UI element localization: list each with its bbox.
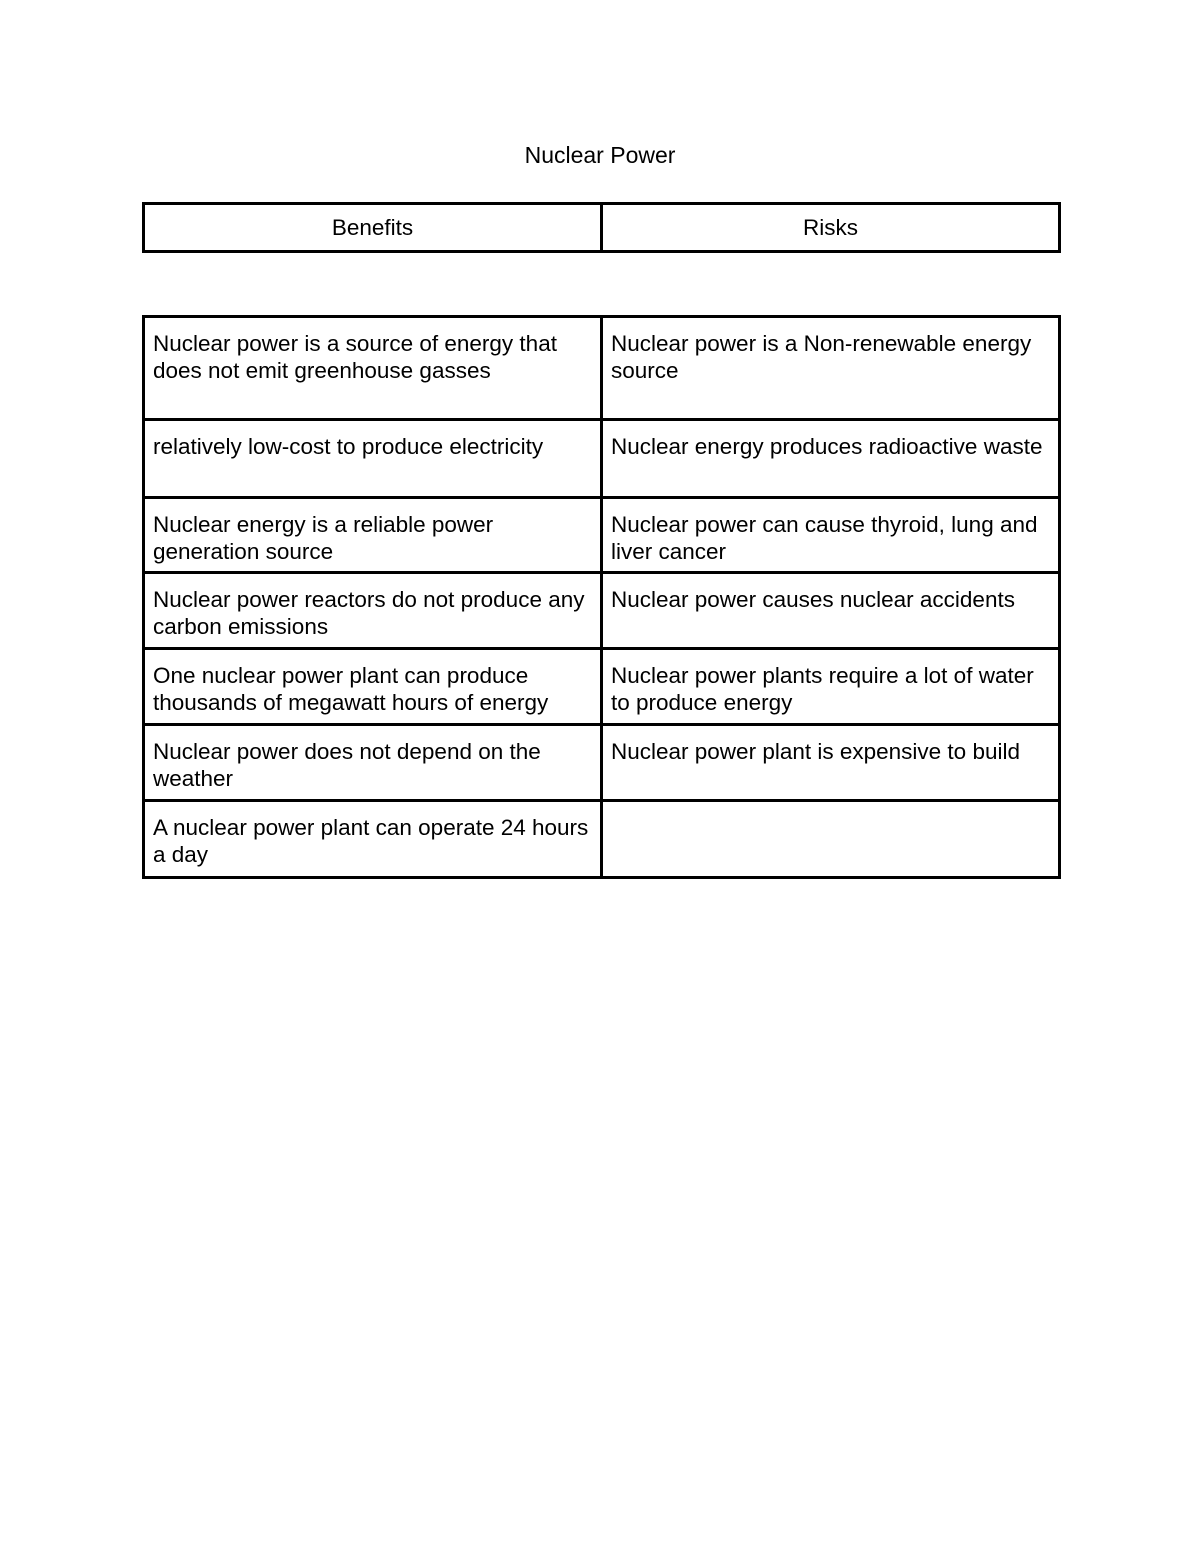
benefit-cell: One nuclear power plant can produce thousands of megawatt hours of energy: [144, 649, 602, 725]
risk-cell: Nuclear power can cause thyroid, lung and liver cancer: [602, 498, 1060, 573]
table-row: [144, 725, 1060, 801]
header-table: [142, 202, 1061, 253]
risk-cell: Nuclear energy produces radioactive waste: [602, 420, 1060, 498]
page-title: Nuclear Power: [524, 142, 676, 168]
risk-cell: [602, 801, 1060, 878]
benefit-cell: Nuclear power is a source of energy that does not emit greenhouse gasses: [144, 317, 602, 420]
benefit-cell: Nuclear power reactors do not produce any carbon emissions: [144, 573, 602, 649]
risk-cell: Nuclear power plants require a lot of water to produce energy: [602, 649, 1060, 725]
benefits-header: Benefits: [144, 204, 602, 252]
table-row: [144, 801, 1060, 878]
risks-header: Risks: [602, 204, 1060, 252]
benefits-risks-table: [142, 315, 1061, 879]
table-row: [144, 420, 1060, 498]
table-row: [144, 498, 1060, 573]
header-row: [144, 204, 1060, 252]
risk-cell: Nuclear power is a Non-renewable energy source: [602, 317, 1060, 420]
benefit-cell: Nuclear power does not depend on the weather: [144, 725, 602, 801]
benefit-cell: Nuclear energy is a reliable power generation source: [144, 498, 602, 573]
table-row: [144, 317, 1060, 420]
table-row: [144, 573, 1060, 649]
risk-cell: Nuclear power plant is expensive to build: [602, 725, 1060, 801]
table-row: [144, 649, 1060, 725]
benefit-cell: relatively low-cost to produce electricity: [144, 420, 602, 498]
risk-cell: Nuclear power causes nuclear accidents: [602, 573, 1060, 649]
benefit-cell: A nuclear power plant can operate 24 hours a day: [144, 801, 602, 878]
